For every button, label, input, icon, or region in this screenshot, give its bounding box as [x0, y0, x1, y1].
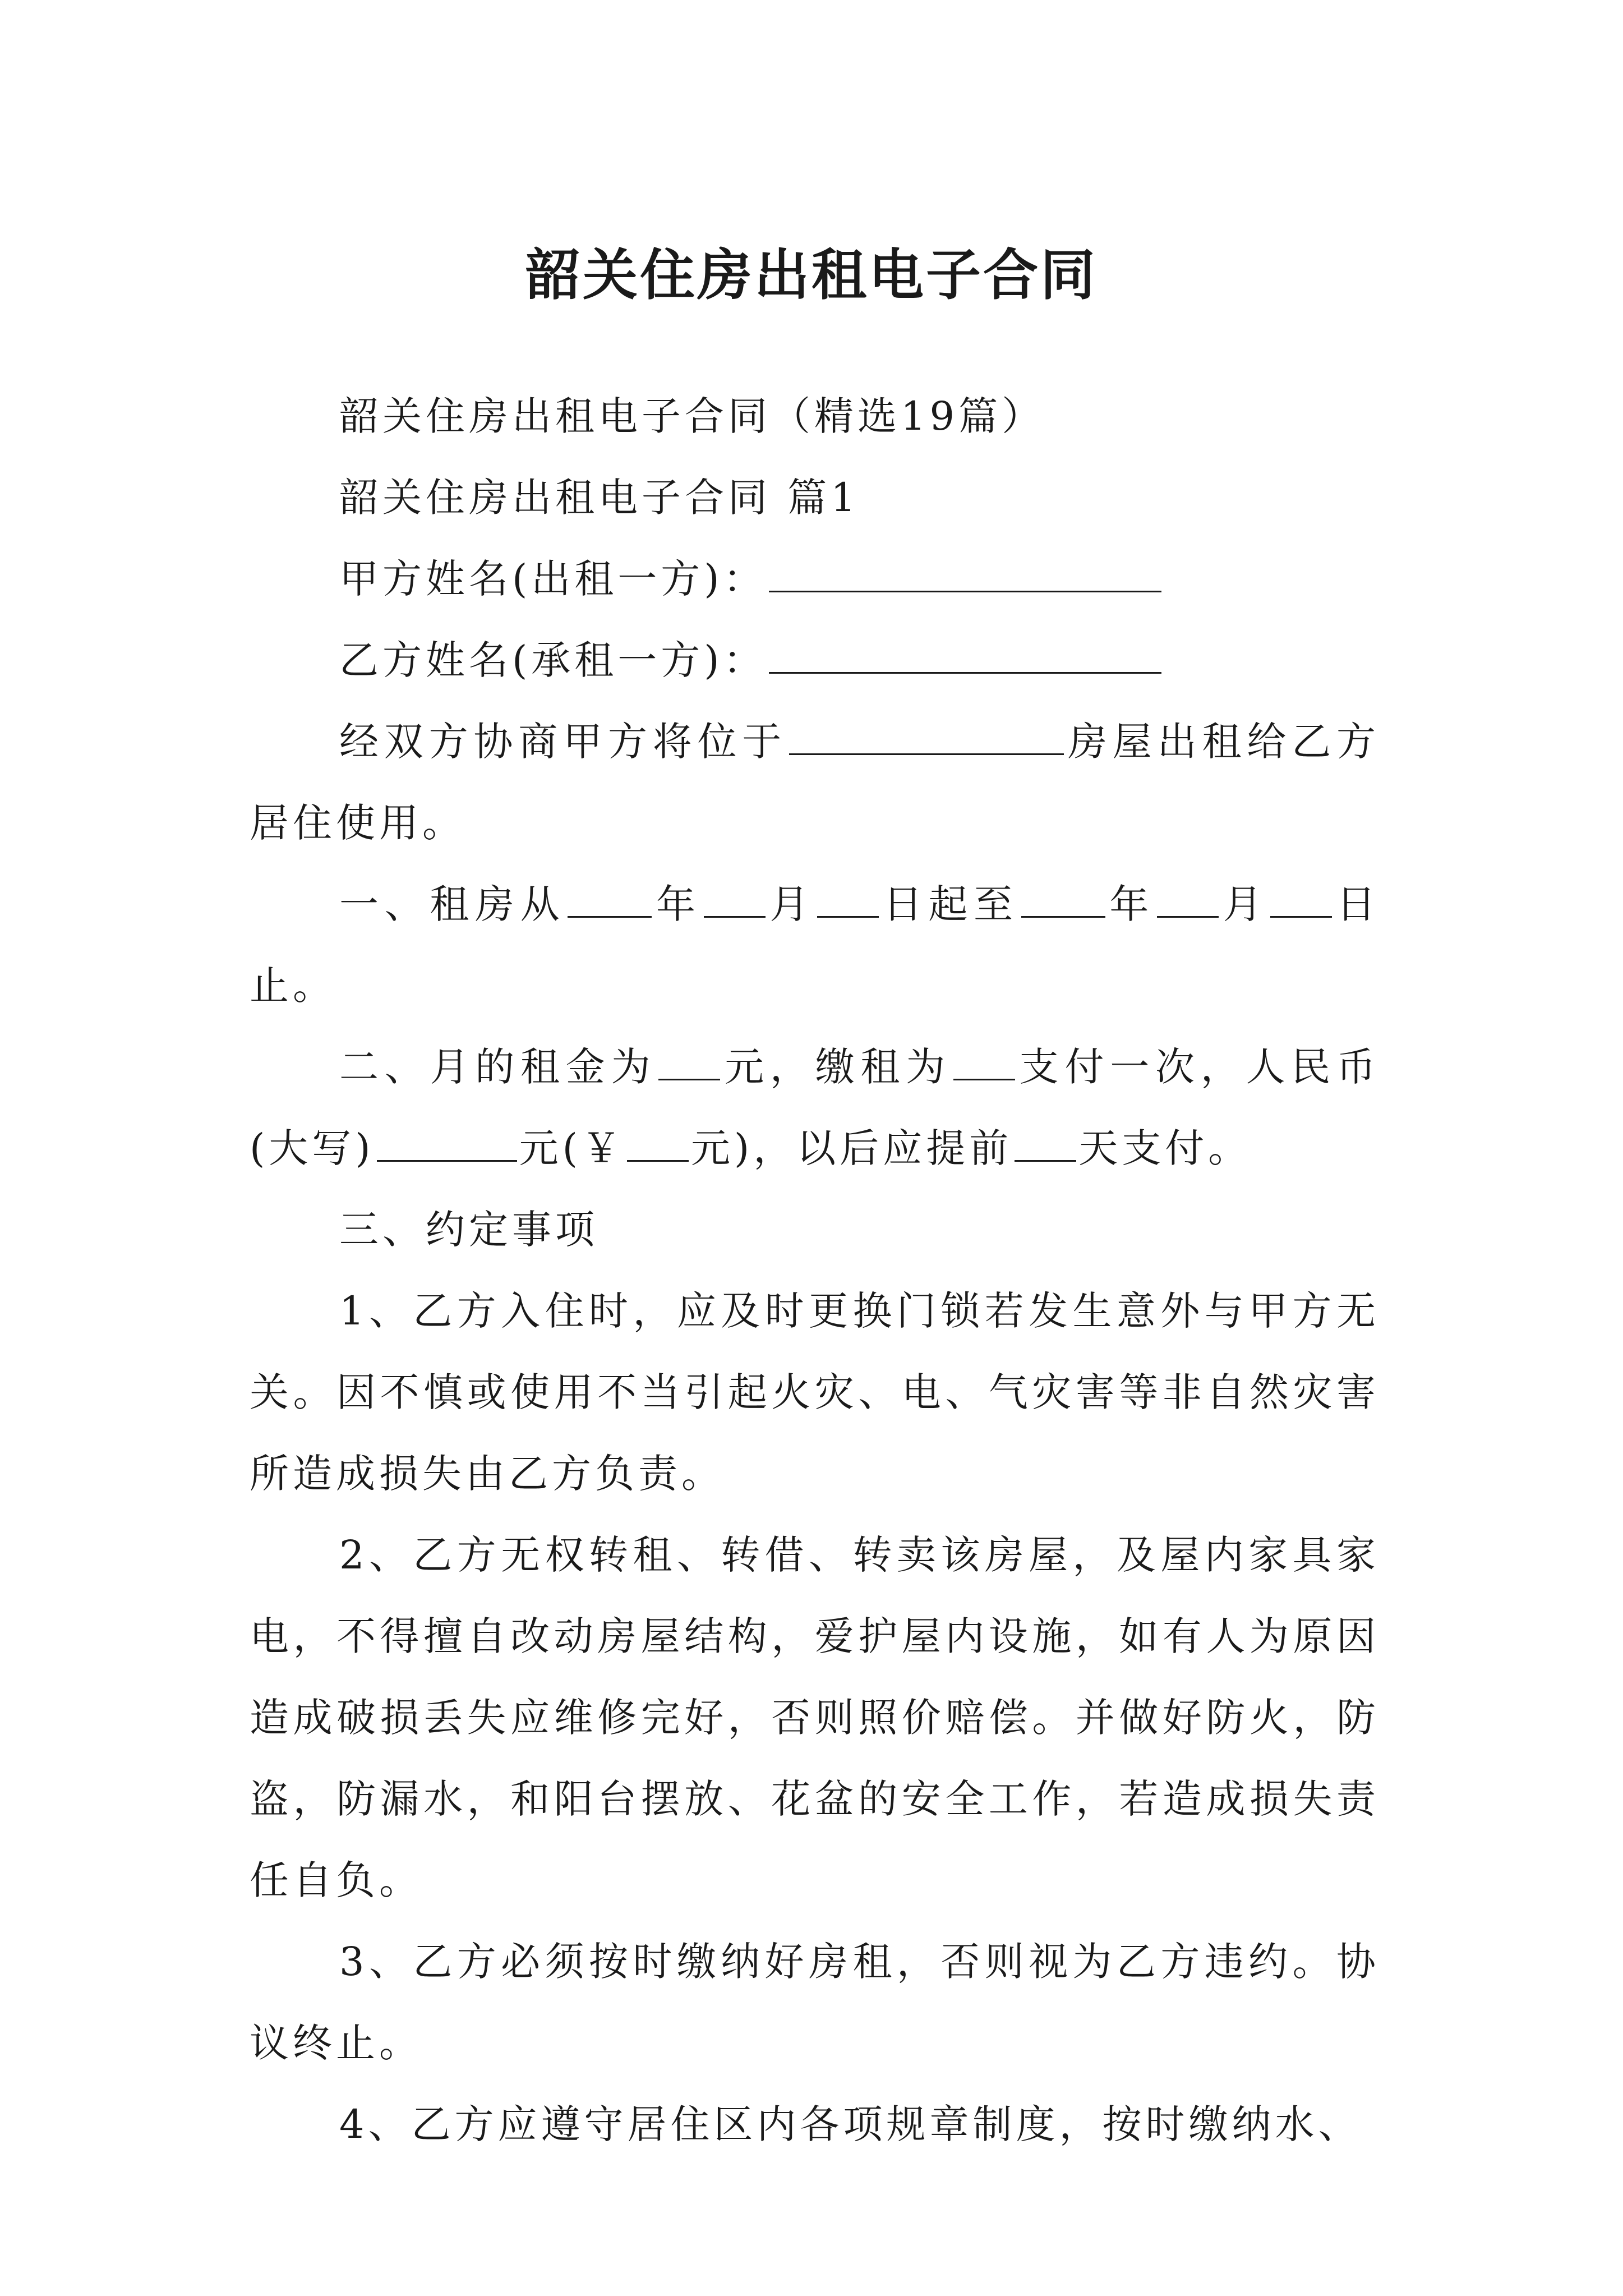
intro-paragraph [250, 701, 1380, 864]
term-text-1: 一、租房从 [339, 881, 566, 927]
monthly-rent-blank [658, 1079, 720, 1080]
document-body [250, 376, 1380, 2165]
start-day-blank [817, 916, 879, 918]
rent-text-2: 元，缴租为 [722, 1044, 951, 1090]
start-month-blank [704, 916, 766, 918]
party-a-label: 甲方姓名(出租一方)： [339, 556, 767, 602]
party-a-name-blank [769, 591, 1161, 592]
party-b-name-blank [769, 672, 1161, 674]
clause-1: 1、乙方入住时，应及时更换门锁若发生意外与甲方无关。因不慎或使用不当引起火灾、电、气灾害等非自然灾害所造成损失由乙方负责。 [250, 1288, 1380, 1497]
rent-text-6: 天支付。 [1078, 1125, 1252, 1171]
end-day-blank [1270, 916, 1332, 918]
term-paragraph [250, 864, 1380, 1027]
party-b-label: 乙方姓名(承租一方)： [339, 637, 767, 683]
rent-text-4: 元(￥ [519, 1125, 625, 1171]
party-a-line [250, 539, 1380, 620]
term-text-7: 日止。 [250, 881, 1380, 1009]
amount-in-words-blank [377, 1160, 517, 1162]
section-3-heading: 三、约定事项 [339, 1207, 598, 1253]
section-heading: 韶关住房出租电子合同 篇1 [339, 475, 860, 521]
rent-text-5: 元)，以后应提前 [690, 1125, 1013, 1171]
end-year-blank [1021, 916, 1105, 918]
term-text-2: 年 [654, 881, 702, 927]
intro-text-1: 经双方协商甲方将位于 [339, 719, 787, 765]
payment-period-blank [953, 1079, 1015, 1080]
intro-text-2: 房屋出租给乙方居住使用。 [250, 719, 1380, 846]
advance-days-blank [1015, 1160, 1076, 1162]
collection-heading: 韶关住房出租电子合同（精选19篇） [339, 393, 1045, 439]
rent-text-1: 二、月的租金为 [339, 1044, 657, 1090]
property-address-blank [789, 753, 1064, 755]
clause-2: 2、乙方无权转租、转借、转卖该房屋，及屋内家具家电，不得擅自改动房屋结构，爱护屋内设施，如有人为原因造成破损丢失应维修完好，否则照价赔偿。并做好防火，防盗，防漏水，和阳台摆放、花盆的安全工作，若造成损失责任自负。 [250, 1532, 1380, 1903]
end-month-blank [1157, 916, 1219, 918]
amount-in-figures-blank [627, 1160, 689, 1162]
party-b-line [250, 620, 1380, 701]
rent-text-3: 支付一次，人民币(大写) [250, 1044, 1380, 1171]
term-text-5: 年 [1107, 881, 1155, 927]
document-title: 韶关住房出租电子合同 [525, 243, 1098, 307]
rent-paragraph [250, 1027, 1380, 1189]
clause-4: 4、乙方应遵守居住区内各项规章制度，按时缴纳水、 [339, 2101, 1362, 2147]
clause-3: 3、乙方必须按时缴纳好房租，否则视为乙方违约。协议终止。 [250, 1939, 1380, 2066]
term-text-4: 日起至 [881, 881, 1019, 927]
term-text-3: 月 [767, 881, 815, 927]
start-year-blank [568, 916, 652, 918]
term-text-6: 月 [1221, 881, 1269, 927]
